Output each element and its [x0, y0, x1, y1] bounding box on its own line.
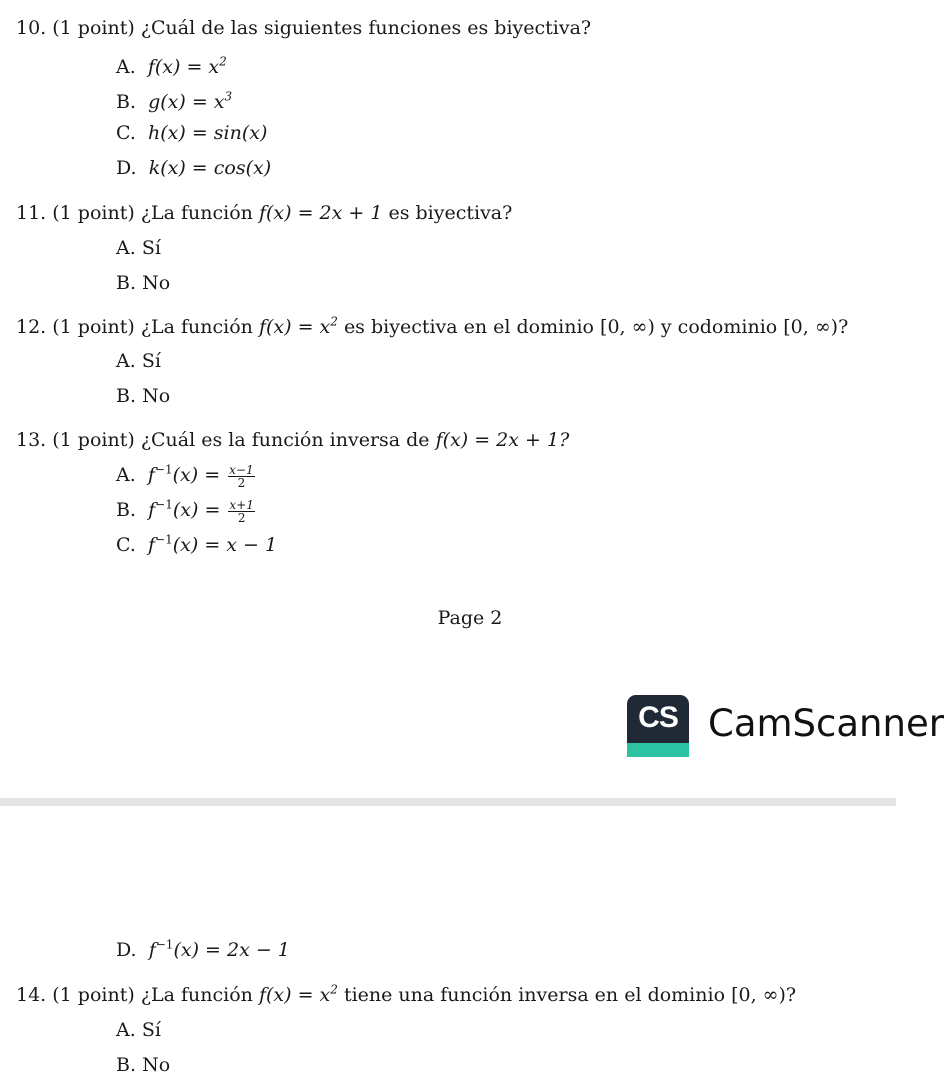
q13-inv_x: (x) =: [172, 534, 221, 556]
q13-pre: ¿Cuál es la función inversa de: [140, 429, 430, 451]
q11-post: es biyectiva?: [388, 202, 513, 224]
question-points: (1 point): [52, 17, 135, 39]
option-b: [116, 271, 170, 295]
q14-options-0-label: A.: [116, 1019, 136, 1041]
option-b: [116, 1053, 170, 1077]
q10-options-0-sup: 2: [219, 54, 227, 69]
q12-sup: 2: [330, 314, 338, 329]
q12-options-0-label: A.: [116, 350, 136, 372]
q13-inv_f: f: [148, 939, 156, 961]
option-b: [116, 498, 257, 524]
q13-options-0-den: 2: [237, 475, 246, 490]
q11-options-1-label: B.: [116, 272, 137, 294]
camscanner-logo-icon: [627, 695, 689, 757]
q13-inv_sup: −1: [155, 937, 174, 952]
q13-inv_f: f: [147, 464, 155, 486]
q13-inv_f: f: [148, 534, 156, 556]
q14-num: 14.: [16, 984, 47, 1006]
q12-math: f(x) = x: [258, 316, 331, 338]
question-number: 10.: [16, 17, 47, 39]
q11-math: f(x) = 2x + 1: [258, 202, 383, 224]
option-a: [116, 349, 161, 373]
q10-options-1-label: B.: [116, 91, 137, 113]
q13-points: (1 point): [52, 429, 135, 451]
option-a: [116, 463, 257, 489]
q12-mid2: y codominio: [660, 316, 778, 338]
q11-options-1-text: No: [142, 272, 171, 294]
q14-dom: [0, ∞)?: [731, 984, 797, 1006]
q11-options-0-label: A.: [116, 237, 136, 259]
q13-inv_sup: −1: [155, 497, 173, 512]
q11-num: 11.: [16, 202, 47, 224]
q12-pre: ¿La función: [140, 316, 253, 338]
q13-num: 13.: [16, 429, 47, 451]
q13-options-2-label: C.: [116, 534, 136, 556]
option-c: [116, 533, 277, 557]
q11-options-0-text: Sí: [141, 237, 161, 259]
q13-inv_x: (x) =: [172, 499, 221, 521]
question-13: [16, 428, 569, 452]
option-d: [116, 938, 290, 962]
option-a: [116, 1018, 161, 1042]
q13-inv_x: (x) =: [172, 464, 221, 486]
q14-pre: ¿La función: [140, 984, 253, 1006]
q10-options-0-fn: f(x) = x: [147, 56, 220, 78]
q13-inv_x: (x) =: [173, 939, 221, 961]
q13-math: f(x) = 2x + 1?: [435, 429, 570, 451]
camscanner-watermark-text: CamScanner: [708, 702, 944, 745]
q13-options-1-den: 2: [237, 510, 246, 525]
q13-options-1-label: B.: [116, 499, 137, 521]
option-b: [116, 90, 232, 114]
option-a: [116, 55, 227, 79]
q11-pre: ¿La función: [140, 202, 253, 224]
q11-points: (1 point): [52, 202, 135, 224]
question-text: ¿Cuál de las siguientes funciones es biyectiva?: [140, 17, 592, 39]
q13-inv_sup: −1: [154, 462, 173, 477]
q13-inv_f: f: [148, 499, 156, 521]
q12-dom: [0, ∞): [600, 316, 655, 338]
question-14: [16, 983, 796, 1007]
q13-inv_sup: −1: [155, 532, 173, 547]
option-a: [116, 236, 161, 260]
q12-options-1-label: B.: [116, 385, 137, 407]
q14-options-0-text: Sí: [141, 1019, 161, 1041]
q12-options-1-text: No: [142, 385, 171, 407]
q12-mid: es biyectiva en el dominio: [343, 316, 594, 338]
question-12: [16, 315, 848, 339]
question-10: [16, 16, 591, 40]
q14-options-1-label: B.: [116, 1054, 137, 1076]
q10-options-2-fn: h(x) = sin(x): [148, 122, 268, 144]
q10-options-2-label: C.: [116, 122, 136, 144]
option-c: [116, 121, 267, 145]
q10-options-3-label: D.: [116, 157, 137, 179]
q10-options-1-fn: g(x) = x: [148, 91, 225, 113]
question-11: [16, 201, 512, 225]
q12-codom: [0, ∞)?: [783, 316, 849, 338]
q10-options-3-fn: k(x) = cos(x): [148, 157, 272, 179]
q13-options-0-label: A.: [116, 464, 136, 486]
q13-options-3-label: D.: [116, 939, 137, 961]
q12-points: (1 point): [52, 316, 135, 338]
q13-options-0-num: x−1: [229, 462, 254, 477]
option-b: [116, 384, 170, 408]
watermark-logo: CS: [638, 701, 678, 734]
q14-sup: 2: [330, 982, 338, 997]
q13-options-2-rhs: x − 1: [226, 534, 278, 556]
q14-math: f(x) = x: [258, 984, 331, 1006]
q12-options-0-text: Sí: [141, 350, 161, 372]
page-number: Page 2: [437, 607, 503, 629]
q13-options-3-rhs: 2x − 1: [227, 939, 290, 961]
q14-points: (1 point): [52, 984, 135, 1006]
q13-options-1-num: x+1: [229, 497, 254, 512]
q14-post: tiene una función inversa en el dominio: [343, 984, 726, 1006]
option-d: [116, 156, 271, 180]
q12-num: 12.: [16, 316, 47, 338]
q10-options-1-sup: 3: [224, 89, 233, 104]
page-separator: [0, 798, 896, 806]
q14-options-1-text: No: [142, 1054, 171, 1076]
q10-options-0-label: A.: [116, 56, 136, 78]
